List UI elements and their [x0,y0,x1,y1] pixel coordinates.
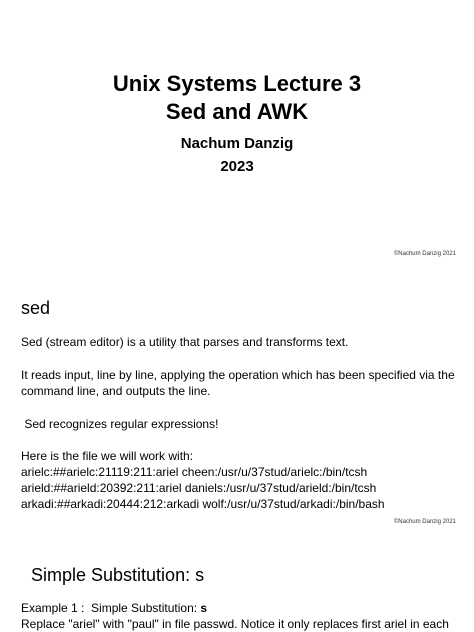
lecture-title-line-2: Sed and AWK [165,99,309,124]
lecture-title [0,70,474,126]
paragraph-description-line-2: command line, and outputs the line. [21,384,211,398]
paragraph-description [21,367,461,399]
substitution-slide [0,536,474,632]
example-description: Replace "ariel" with "paul" in file passwd. Notice it only replaces first ariel in each [21,617,449,631]
title-slide [0,0,474,268]
slide-heading: sed [21,298,51,318]
passwd-line: arielc:##arielc:21119:211:ariel cheen:/usr/u/37stud/arielc:/bin/tcsh [21,465,368,479]
paragraph-definition: Sed (stream editor) is a utility that parses and transforms text. [21,335,349,349]
example-prefix: Example 1 : Simple Substitution: [21,601,201,615]
paragraph-file-intro: Here is the file we will work with: [21,449,194,463]
sed-slide [0,268,474,536]
copyright-notice: ©Nachum Danzig 2021 [393,251,456,257]
lecture-title-line-1: Unix Systems Lecture 3 [112,71,362,96]
passwd-line: arield:##arield:20392:211:ariel daniels:/usr/u/37stud/arield:/bin/tcsh [21,481,377,495]
paragraph-description-line-1: It reads input, line by line, applying the operation which has been specified via the [21,368,455,382]
passwd-file-lines [21,464,461,512]
example-label [21,600,207,616]
author-name: Nachum Danzig [180,135,294,152]
example-command: s [200,601,208,615]
lecture-year: 2023 [220,158,254,175]
paragraph-regex: Sed recognizes regular expressions! [21,417,219,431]
copyright-notice: ©Nachum Danzig 2021 [393,519,456,525]
passwd-line: arkadi:##arkadi:20444:212:arkadi wolf:/usr/u/37stud/arkadi:/bin/bash [21,497,385,511]
slide-heading: Simple Substitution: s [31,565,205,585]
